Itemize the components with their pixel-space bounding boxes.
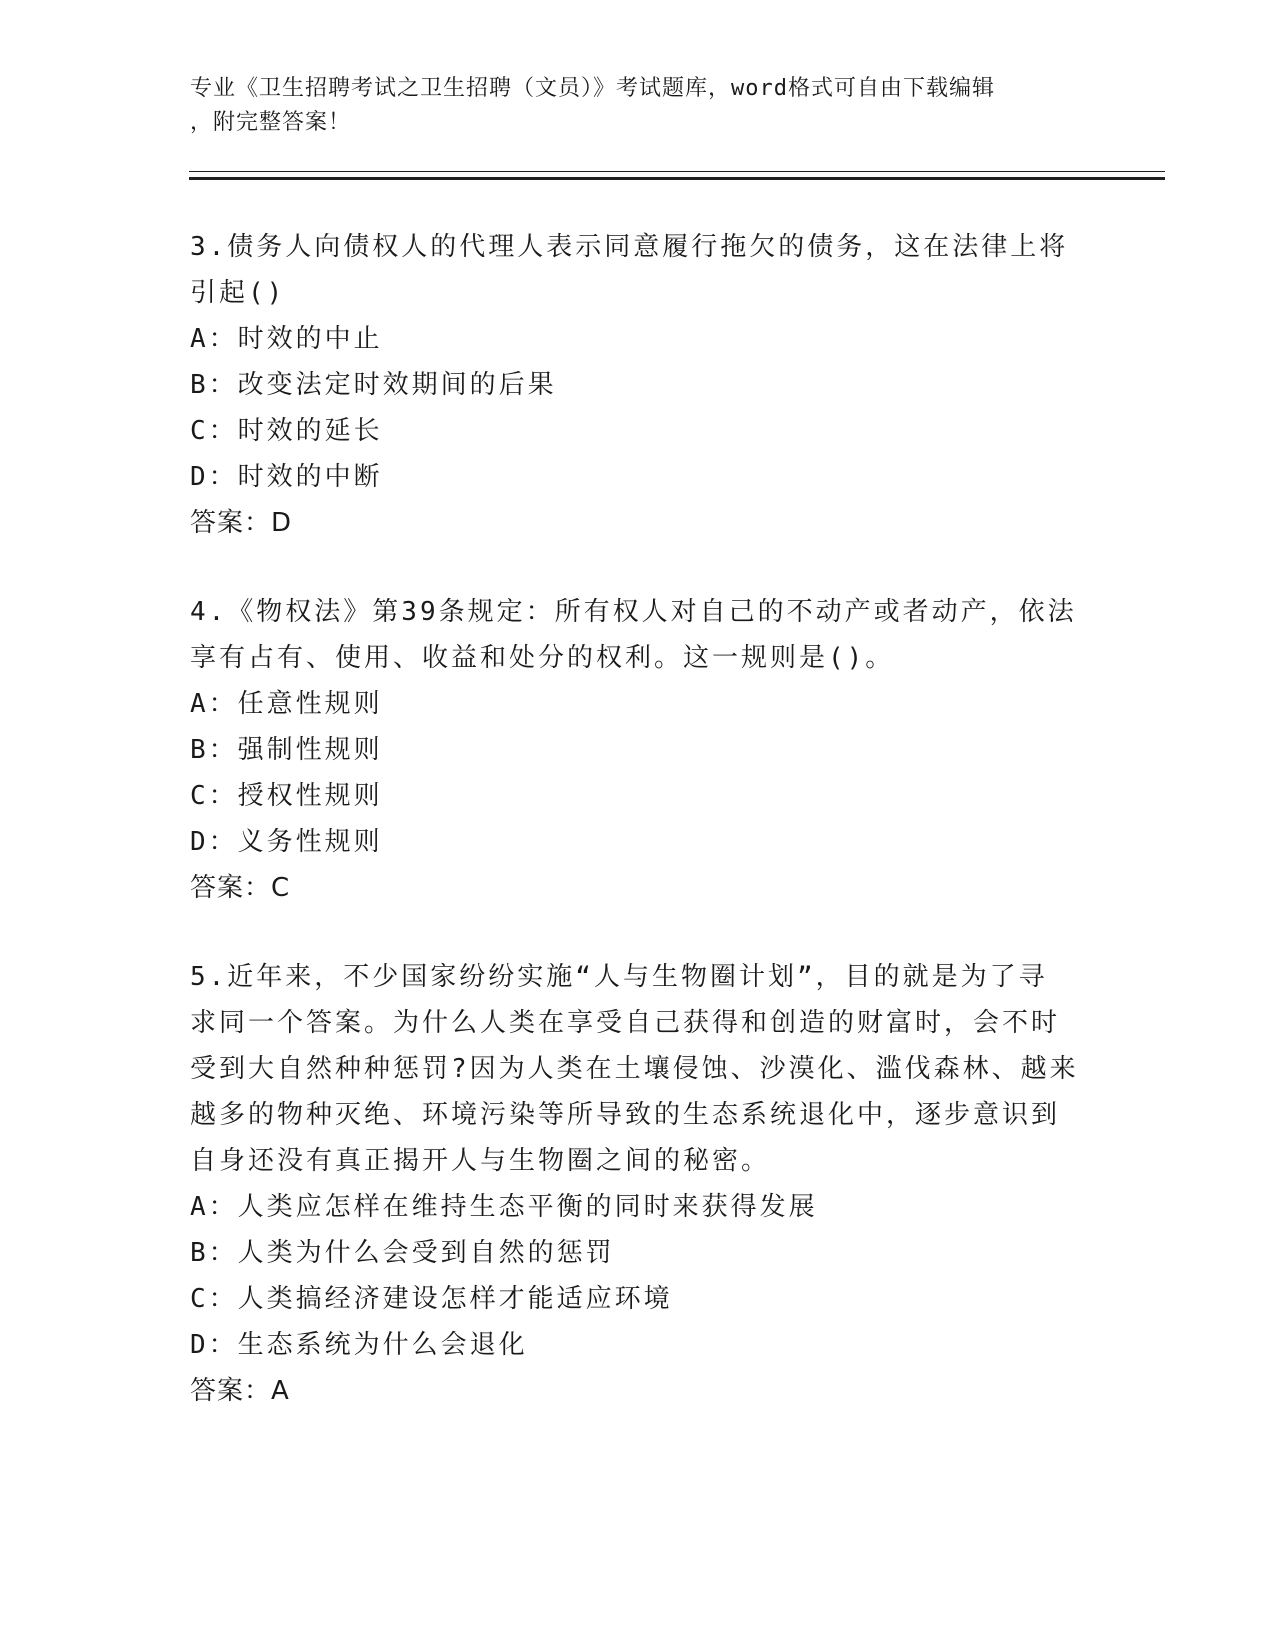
answer-line: 答案：C (190, 873, 291, 903)
header-divider-thin (189, 171, 1165, 172)
header-divider-thick (189, 177, 1165, 180)
question-3 (190, 224, 1090, 546)
document-header (190, 72, 1090, 140)
option-c: C：人类搞经济建设怎样才能适应环境 (190, 1284, 673, 1314)
option-d: D：时效的中断 (190, 462, 383, 492)
option-c: C：授权性规则 (190, 781, 383, 811)
question-text-line: 自身还没有真正揭开人与生物圈之间的秘密。 (190, 1146, 771, 1176)
question-5 (190, 954, 1090, 1414)
answer-line: 答案：A (190, 1376, 290, 1406)
option-b: B：改变法定时效期间的后果 (190, 370, 557, 400)
question-text-line: 引起() (190, 278, 286, 308)
option-b: B：人类为什么会受到自然的惩罚 (190, 1238, 615, 1268)
question-text-line: 3.债务人向债权人的代理人表示同意履行拖欠的债务，这在法律上将 (190, 232, 1069, 262)
option-a: A：时效的中止 (190, 324, 383, 354)
option-c: C：时效的延长 (190, 416, 383, 446)
option-d: D：生态系统为什么会退化 (190, 1330, 528, 1360)
option-a: A：人类应怎样在维持生态平衡的同时来获得发展 (190, 1192, 818, 1222)
question-text-line: 求同一个答案。为什么人类在享受自己获得和创造的财富时，会不时 (190, 1008, 1061, 1038)
option-a: A：任意性规则 (190, 689, 383, 719)
header-line-1: 专业《卫生招聘考试之卫生招聘（文员）》考试题库，word格式可自由下载编辑 (190, 76, 995, 101)
option-b: B：强制性规则 (190, 735, 383, 765)
question-4 (190, 589, 1090, 911)
question-text-line: 受到大自然种种惩罚?因为人类在土壤侵蚀、沙漠化、滥伐森林、越来 (190, 1054, 1079, 1084)
answer-line: 答案：D (190, 508, 293, 538)
question-text-line: 越多的物种灭绝、环境污染等所导致的生态系统退化中，逐步意识到 (190, 1100, 1061, 1130)
question-text-line: 5.近年来，不少国家纷纷实施“人与生物圈计划”，目的就是为了寻 (190, 962, 1048, 992)
option-d: D：义务性规则 (190, 827, 383, 857)
header-line-2: ，附完整答案！ (190, 110, 352, 135)
question-text-line: 4.《物权法》第39条规定：所有权人对自己的不动产或者动产，依法 (190, 597, 1077, 627)
question-text-line: 享有占有、使用、收益和处分的权利。这一规则是()。 (190, 643, 895, 673)
